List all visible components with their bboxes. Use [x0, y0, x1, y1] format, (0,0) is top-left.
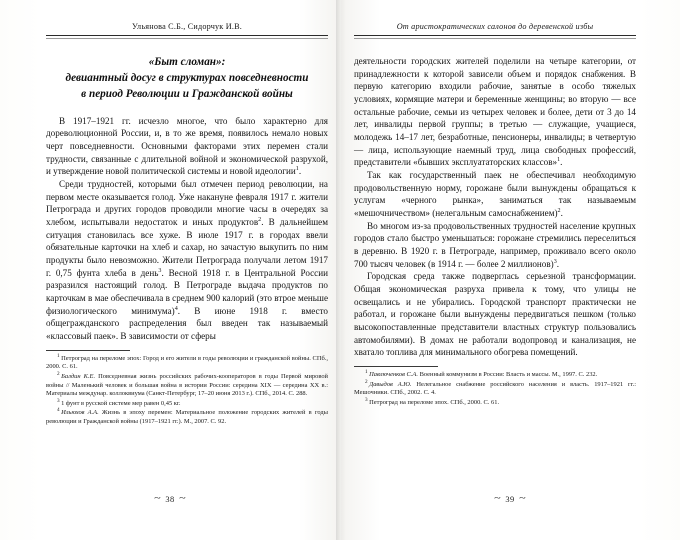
paragraph-text-cont: . Весной 1918 г. в Центральной России разразился настоящий голод. В Петрограде выдача продуктов по карточкам в мае обеспечивала в среднем 900 калорий (это втрое меньше физиологического минимума): [46, 267, 328, 316]
footnote-ref[interactable]: 2: [557, 208, 561, 215]
footnote-item: [354, 378, 636, 398]
right-running-head: От аристократических салонов до деревенской избы: [396, 22, 594, 31]
paragraph-text: Так как государственный паек не обеспечивал необходимую продовольственную норму, горожане были вынуждены обращаться к услугам «черного рынка», заниматься так называемым «мешочничеством» (нелегальным самоснабжением): [354, 170, 636, 219]
left-header-rule: [46, 35, 328, 39]
right-folio: [340, 493, 680, 504]
footnote-text: Военный коммунизм в России: Власть и массы. М., 1997. С. 232.: [417, 371, 598, 379]
article-title-line-2: девиантный досуг в структурах повседневности: [65, 71, 309, 84]
right-header-rule: [354, 35, 636, 39]
footnote-text: Жизнь в эпоху перемен: Материальное положение городских жителей в годы революции и Гражданской войны (1917–1921 гг.). М., 2007. С. 92.: [46, 409, 328, 425]
left-footnotes: [46, 352, 328, 427]
folio-ornament-left-icon: ~: [154, 493, 162, 503]
paragraph-text: В 1917–1921 гг. исчезло многое, что было характерно для дореволюционной России, и, в то же время, появилось немало новых черт повседневности. Основными факторами этих перемен стали трудности, связанные с длительной войной и экономической разрухой, и утверждение новой политической системы и новой идеологии: [46, 115, 328, 177]
footnote-author: Павлюченков С.А.: [369, 371, 418, 379]
footnote-author: Балдин К.Е.: [61, 372, 96, 380]
footnote-number: 3: [365, 396, 368, 403]
paragraph-text: деятельности городских жителей поделили на четыре категории, от принадлежности к которой зависели объем и порядок снабжения. В первую категорию входили рабочие, занятые в особо тяжелых условиях, кормящие матери и беременные женщины; во вторую — все остальные рабочие, семьи из четырех человек и более, дети от 3 до 14 лет, инвалиды первой группы; в третью — служащие, учащиеся, молодежь 14–17 лет, безработные, пенсионеры, инвалиды; в четвертую — лица, использующие наемный труд, лица свободных профессий, представители «бывших эксплуататорских классов»: [354, 56, 636, 168]
right-page: [340, 0, 680, 540]
footnote-text: 1 фунт в русской системе мер равен 0,45 кг.: [61, 399, 181, 407]
folio-ornament-left-icon: ~: [494, 493, 502, 503]
folio-ornament-right-icon: ~: [178, 493, 186, 503]
footnote-item: [46, 397, 328, 409]
right-footnotes: [354, 368, 636, 407]
footnote-author: Ильюхов А.А.: [61, 409, 99, 417]
footnote-item: [46, 409, 328, 426]
footnote-author: Давыдов А.Ю.: [369, 380, 412, 388]
paragraph: Так как государственный паек не обеспечивал необходимую продовольственную норму, горожане были вынуждены обращаться к услугам «черного рынка», заниматься так называемым «мешочничеством» (нелегальным самоснабжением)$^2$.: [354, 170, 636, 219]
footnote-number: 2: [365, 378, 368, 385]
footnote-ref[interactable]: 3: [158, 267, 162, 274]
left-folio: [0, 493, 340, 504]
footnote-number: 1: [365, 368, 368, 375]
footnote-item: [46, 352, 328, 372]
paragraph-text: Во многом из-за продовольственных трудностей население крупных городов стало быстро уменьшаться: горожане стремились переселиться в деревню. В 1920 г. в Петрограде, например, проживало всего около 700 тысяч человек (в 1914 г. — более 2 миллионов): [354, 220, 636, 269]
page-number: 39: [505, 495, 515, 504]
footnote-ref[interactable]: 4: [174, 305, 178, 312]
left-footnote-rule: [46, 350, 130, 351]
footnote-item: [354, 396, 636, 408]
right-body-text: [354, 55, 636, 359]
footnote-item: [354, 368, 636, 380]
paragraph: [46, 178, 328, 343]
footnote-text: Повседневная жизнь российских рабочих-кооператоров в годы Первой мировой войны // Маленький человек и большая война в истории России: середина XIX — середина XX в.: Материалы междунар. коллоквиума (Санкт-Петербург, 17–20 июня 2013 г.). СПб., 2014. С. 288.: [46, 372, 328, 398]
article-title-line-1: «Быт сломан»:: [148, 56, 226, 68]
folio-ornament-right-icon: ~: [518, 493, 526, 503]
footnote-number: 2: [57, 370, 60, 377]
footnote-text: Петроград на переломе эпох: Город и его жители в годы революции и гражданской войны. СПб., 2000. С. 61.: [46, 354, 328, 371]
left-body-text: [46, 115, 328, 343]
footnote-number: 1: [57, 352, 60, 359]
footnote-item: [46, 370, 328, 399]
paragraph-text-cont: . В дальнейшем ситуация становилась все хуже. В июле 1917 г. в городах ввели обязательные карточки на хлеб и сахар, но зачастую выкупить по ним продукты было невозможно. Жители Петрограда получали летом 1917 г. 0,75 фунта хлеба в день: [46, 217, 328, 278]
footnote-ref[interactable]: 1: [557, 157, 561, 164]
paragraph-text-cont: . В июне 1918 г. вместо общегражданского распределения был введен так называемый «классовый паек». В зависимости от сферы: [46, 305, 328, 342]
paragraph: [354, 270, 636, 359]
right-footnote-rule: [354, 366, 438, 367]
footnote-ref[interactable]: 1: [295, 166, 299, 173]
paragraph-text: Среди трудностей, которыми был отмечен период революции, на первом месте оказывается голод. Уже накануне февраля 1917 г. жители Петрограда и других городов проводили многие часы в очередях за хлебом, испытывали недостаток и иных продуктов: [46, 179, 328, 228]
paragraph: В 1917–1921 гг. исчезло многое, что было характерно для дореволюционной России, и, в то же время, появилось немало новых черт повседневности. Основными факторами этих перемен стали трудности, связанные с длительной войной и экономической разрухой, и утверждение новой политической системы и новой идеологии$^1$.: [46, 115, 328, 177]
footnote-ref[interactable]: 3: [553, 258, 557, 265]
paragraph-text: Городская среда также подверглась серьезной трансформации. Общая экономическая разруха привела к тому, что улицы не освещались и не убирались. Городской транспорт практически не работал, и горожане были вынуждены передвигаться пешком (только высокопоставленные представители властных структур пользовались автомобилями). В домах не работали водопровод и канализация, не хватало топлива для минимального обогрева помещений.: [354, 271, 636, 358]
footnote-number: 4: [57, 407, 60, 414]
page-number: 38: [165, 495, 175, 504]
article-title-line-3: в период Революции и Гражданской войны: [81, 87, 293, 100]
footnote-text: Нелегальное снабжение российского населения и власть. 1917–1921 гг.: Мешочники. СПб., 2002. С. 4.: [354, 380, 636, 397]
article-title: [46, 55, 328, 103]
paragraph: Во многом из-за продовольственных трудностей население крупных городов стало быстро уменьшаться: горожане стремились переселиться в деревню. В 1920 г. в Петрограде, например, проживало всего около 700 тысяч человек (в 1914 г. — более 2 миллионов)$^3$.: [354, 220, 636, 269]
left-running-head: Ульянова С.Б., Сидорчук И.В.: [131, 22, 243, 31]
paragraph: деятельности городских жителей поделили на четыре категории, от принадлежности к которой зависели объем и порядок снабжения. В первую категорию входили рабочие, занятые в особо тяжелых условиях, кормящие матери и беременные женщины; во вторую — все остальные рабочие, семьи из четырех человек и более, дети от 3 до 14 лет, инвалиды первой группы; в третью — служащие, учащиеся, молодежь 14–17 лет, безработные, пенсионеры, инвалиды; в четвертую — лица, использующие наемный труд, лица свободных профессий, представители «бывших эксплуататорских классов»$^1$.: [354, 56, 636, 168]
footnote-ref[interactable]: 2: [258, 217, 262, 224]
footnote-text: Петроград на переломе эпох. СПб., 2000. С. 61.: [369, 398, 500, 406]
footnote-number: 3: [57, 397, 60, 404]
